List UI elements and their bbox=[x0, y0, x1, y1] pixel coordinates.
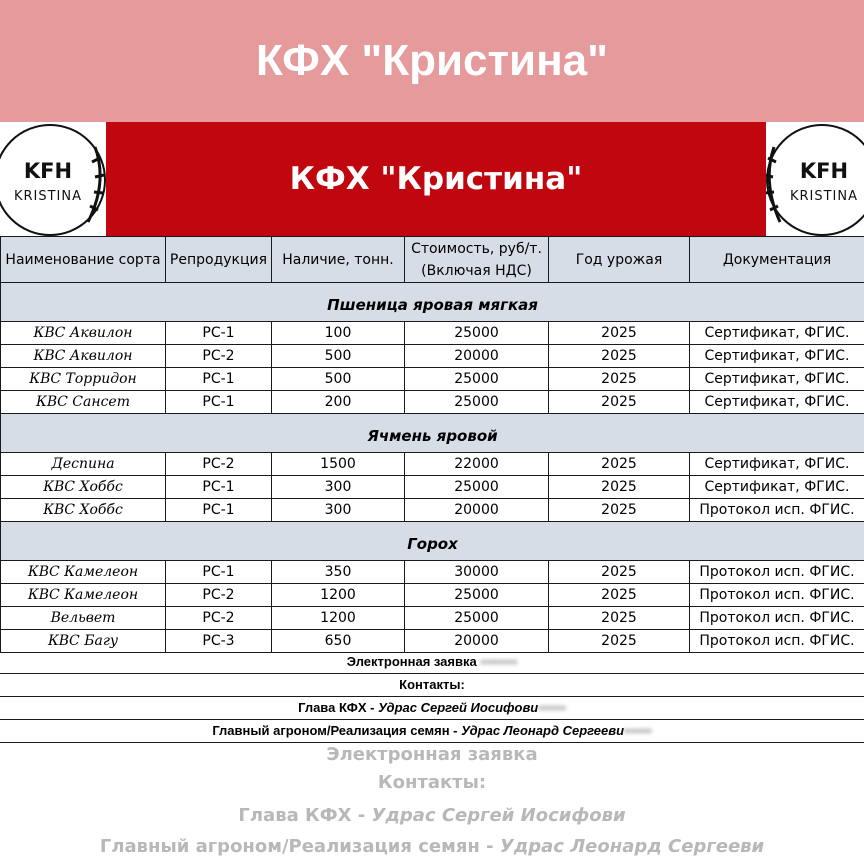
cell-variety: КВС Хоббс bbox=[1, 476, 166, 499]
cell-price: 20000 bbox=[405, 499, 549, 522]
cell-docs: Сертификат, ФГИС. bbox=[690, 345, 864, 368]
cell-availability: 300 bbox=[272, 476, 405, 499]
logo-right-line2: KRISTINA bbox=[789, 189, 859, 204]
cell-year: 2025 bbox=[549, 630, 690, 653]
cell-price: 25000 bbox=[405, 607, 549, 630]
cell-availability: 500 bbox=[272, 368, 405, 391]
logo-line2: KRISTINA bbox=[13, 189, 83, 204]
cell-variety: КВС Торридон bbox=[1, 368, 166, 391]
cell-reproduction: РС-1 bbox=[166, 476, 272, 499]
ghost-agronomist-name: Удрас Леонард Сергееви bbox=[499, 836, 765, 857]
cell-year: 2025 bbox=[549, 499, 690, 522]
cell-docs: Сертификат, ФГИС. bbox=[690, 322, 864, 345]
head-row bbox=[0, 697, 864, 720]
price-table bbox=[0, 236, 864, 653]
cell-price: 22000 bbox=[405, 453, 549, 476]
ghost-contacts-label: Контакты: bbox=[377, 772, 487, 793]
cell-reproduction: РС-1 bbox=[166, 368, 272, 391]
table-row bbox=[1, 607, 864, 630]
cell-availability: 100 bbox=[272, 322, 405, 345]
cell-variety: КВС Багу bbox=[1, 630, 166, 653]
cell-availability: 650 bbox=[272, 630, 405, 653]
category-row-barley bbox=[1, 414, 864, 453]
ghost-head-name: Удрас Сергей Иосифови bbox=[371, 805, 626, 826]
head-label: Глава КФХ - bbox=[298, 700, 379, 715]
red-title-bar bbox=[106, 122, 766, 236]
logo-right-line1: KFH bbox=[799, 159, 849, 183]
table-row bbox=[1, 368, 864, 391]
table-row bbox=[1, 322, 864, 345]
cell-reproduction: РС-2 bbox=[166, 584, 272, 607]
logo-right bbox=[766, 122, 864, 236]
head-redacted: ▪▪▪▪▪▪ bbox=[538, 700, 566, 715]
head-name: Удрас Сергей Иосифови bbox=[378, 700, 539, 715]
contacts-row bbox=[0, 674, 864, 697]
cell-reproduction: РС-2 bbox=[166, 453, 272, 476]
cell-price: 25000 bbox=[405, 322, 549, 345]
application-row bbox=[0, 651, 864, 674]
cell-docs: Протокол исп. ФГИС. bbox=[690, 607, 864, 630]
cell-docs: Протокол исп. ФГИС. bbox=[690, 630, 864, 653]
cell-variety: КВС Аквилон bbox=[1, 322, 166, 345]
table-row bbox=[1, 453, 864, 476]
table-row bbox=[1, 561, 864, 584]
logo-line1: KFH bbox=[23, 159, 73, 183]
cell-price: 25000 bbox=[405, 476, 549, 499]
table-row bbox=[1, 345, 864, 368]
banner-title: КФХ "Кристина" bbox=[255, 36, 609, 85]
cell-reproduction: РС-3 bbox=[166, 630, 272, 653]
cell-variety: КВС Камелеон bbox=[1, 584, 166, 607]
logo-left bbox=[0, 122, 106, 236]
cell-availability: 1200 bbox=[272, 584, 405, 607]
cell-year: 2025 bbox=[549, 345, 690, 368]
cell-reproduction: РС-1 bbox=[166, 322, 272, 345]
table-row bbox=[1, 391, 864, 414]
agronomist-label: Главный агроном/Реализация семян - bbox=[212, 723, 462, 738]
cell-variety: КВС Сансет bbox=[1, 391, 166, 414]
cell-docs: Протокол исп. ФГИС. bbox=[690, 499, 864, 522]
table-row bbox=[1, 584, 864, 607]
cell-variety: КВС Камелеон bbox=[1, 561, 166, 584]
application-redacted: ▪▪▪▪▪▪▪▪ bbox=[480, 654, 518, 669]
col-documentation: Документация bbox=[690, 237, 864, 283]
ghost-contacts bbox=[0, 772, 864, 793]
cell-price: 20000 bbox=[405, 345, 549, 368]
cell-reproduction: РС-1 bbox=[166, 561, 272, 584]
cell-docs: Сертификат, ФГИС. bbox=[690, 391, 864, 414]
cell-variety: КВС Аквилон bbox=[1, 345, 166, 368]
contacts-label: Контакты: bbox=[399, 677, 465, 692]
cell-year: 2025 bbox=[549, 476, 690, 499]
agronomist-name: Удрас Леонард Сергееви bbox=[461, 723, 625, 738]
cell-docs: Сертификат, ФГИС. bbox=[690, 453, 864, 476]
category-title: Горох bbox=[1, 522, 864, 561]
ghost-head bbox=[0, 805, 864, 826]
cell-availability: 1200 bbox=[272, 607, 405, 630]
table-header-row bbox=[1, 237, 864, 283]
col-variety: Наименование сорта bbox=[1, 237, 166, 283]
cell-price: 25000 bbox=[405, 368, 549, 391]
cell-availability: 1500 bbox=[272, 453, 405, 476]
cell-year: 2025 bbox=[549, 391, 690, 414]
cell-docs: Протокол исп. ФГИС. bbox=[690, 561, 864, 584]
category-row-wheat bbox=[1, 283, 864, 322]
cell-availability: 350 bbox=[272, 561, 405, 584]
cell-year: 2025 bbox=[549, 584, 690, 607]
col-harvest-year: Год урожая bbox=[549, 237, 690, 283]
table-row bbox=[1, 476, 864, 499]
cell-year: 2025 bbox=[549, 607, 690, 630]
cell-reproduction: РС-1 bbox=[166, 391, 272, 414]
application-label: Электронная заявка bbox=[346, 654, 477, 669]
col-price: Стоимость, руб/т. (Включая НДС) bbox=[405, 237, 549, 283]
ghost-application-label: Электронная заявка bbox=[326, 744, 538, 765]
category-row-peas bbox=[1, 522, 864, 561]
cell-reproduction: РС-1 bbox=[166, 499, 272, 522]
cell-availability: 200 bbox=[272, 391, 405, 414]
ghost-head-label: Глава КФХ - bbox=[238, 805, 372, 826]
red-title: КФХ "Кристина" bbox=[289, 161, 583, 197]
ghost-agronomist-label: Главный агроном/Реализация семян - bbox=[99, 836, 500, 857]
cell-availability: 500 bbox=[272, 345, 405, 368]
cell-price: 30000 bbox=[405, 561, 549, 584]
cell-year: 2025 bbox=[549, 322, 690, 345]
cell-variety: Деспина bbox=[1, 453, 166, 476]
table-row bbox=[1, 630, 864, 653]
ghost-agronomist bbox=[0, 836, 864, 857]
cell-docs: Протокол исп. ФГИС. bbox=[690, 584, 864, 607]
col-reproduction: Репродукция bbox=[166, 237, 272, 283]
cell-year: 2025 bbox=[549, 368, 690, 391]
agronomist-row bbox=[0, 720, 864, 743]
cell-variety: Вельвет bbox=[1, 607, 166, 630]
cell-reproduction: РС-2 bbox=[166, 345, 272, 368]
cell-year: 2025 bbox=[549, 561, 690, 584]
table-row bbox=[1, 499, 864, 522]
cell-price: 25000 bbox=[405, 391, 549, 414]
cell-year: 2025 bbox=[549, 453, 690, 476]
category-title: Ячмень яровой bbox=[1, 414, 864, 453]
cell-availability: 300 bbox=[272, 499, 405, 522]
agronomist-redacted: ▪▪▪▪▪▪ bbox=[624, 723, 652, 738]
top-banner bbox=[0, 0, 864, 122]
category-title: Пшеница яровая мягкая bbox=[1, 283, 864, 322]
cell-reproduction: РС-2 bbox=[166, 607, 272, 630]
cell-price: 20000 bbox=[405, 630, 549, 653]
ghost-application bbox=[0, 744, 864, 765]
cell-docs: Сертификат, ФГИС. bbox=[690, 476, 864, 499]
cell-docs: Сертификат, ФГИС. bbox=[690, 368, 864, 391]
cell-price: 25000 bbox=[405, 584, 549, 607]
cell-variety: КВС Хоббс bbox=[1, 499, 166, 522]
col-availability: Наличие, тонн. bbox=[272, 237, 405, 283]
